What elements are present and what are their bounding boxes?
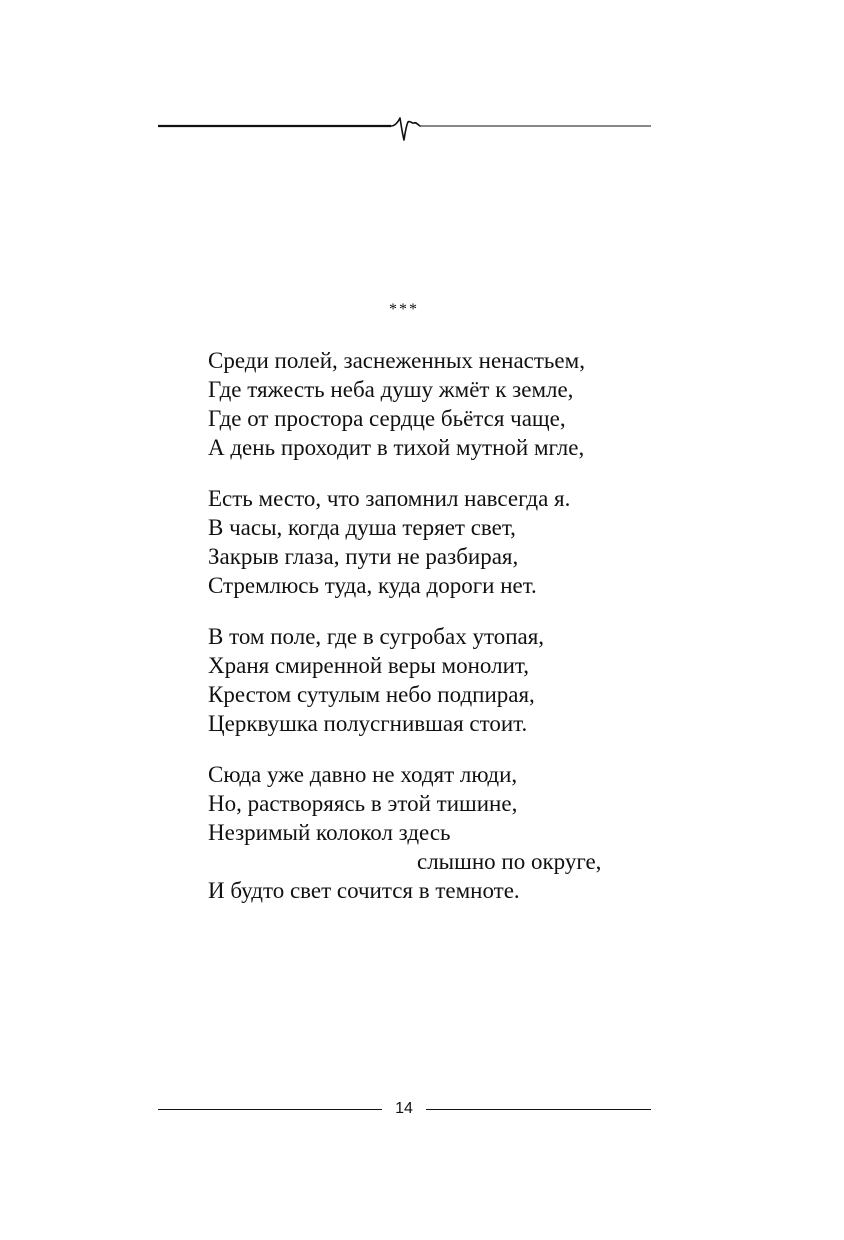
footer-rule-left — [158, 1109, 382, 1110]
poem-line: Где от простора сердце бьётся чаще, — [208, 406, 566, 431]
poem-line: Есть место, что запомнил навсегда я. — [208, 486, 571, 511]
poem-line: Церквушка полусгнившая стоит. — [208, 711, 528, 736]
stanza — [208, 346, 708, 462]
stanza — [208, 484, 708, 600]
stanza — [208, 760, 708, 905]
poem-line: Стремлюсь туда, куда дороги нет. — [208, 573, 537, 598]
poem-line: Но, растворяясь в этой тишине, — [208, 791, 518, 816]
stanza — [208, 622, 708, 738]
poem-line: Крестом сутулым небо подпирая, — [208, 682, 535, 707]
page-footer — [158, 1098, 651, 1124]
poem-line: Храня смиренной веры монолит, — [208, 653, 529, 678]
poem-line-continuation: слышно по округе, — [417, 849, 602, 874]
header-ornament — [158, 108, 651, 148]
poem-line: Где тяжесть неба душу жмёт к земле, — [208, 377, 574, 402]
poem-line: А день проходит в тихой мутной мгле, — [208, 435, 585, 460]
poem-line: И будто свет сочится в темноте. — [208, 878, 520, 903]
stanza-separator: *** — [389, 301, 419, 318]
poem-line: Закрыв глаза, пути не разбирая, — [208, 544, 519, 569]
poem-line: Сюда уже давно не ходят люди, — [208, 762, 518, 787]
flourish-icon — [158, 108, 651, 148]
poem-body — [208, 346, 708, 927]
poem-line: Среди полей, заснеженных ненастьем, — [208, 348, 585, 373]
poem-line: Незримый колокол здесь — [208, 820, 451, 845]
page-number: 14 — [395, 1100, 413, 1117]
poem-line: В часы, когда душа теряет свет, — [208, 515, 516, 540]
footer-rule-right — [426, 1109, 651, 1110]
poem-line: В том поле, где в сугробах утопая, — [208, 624, 545, 649]
